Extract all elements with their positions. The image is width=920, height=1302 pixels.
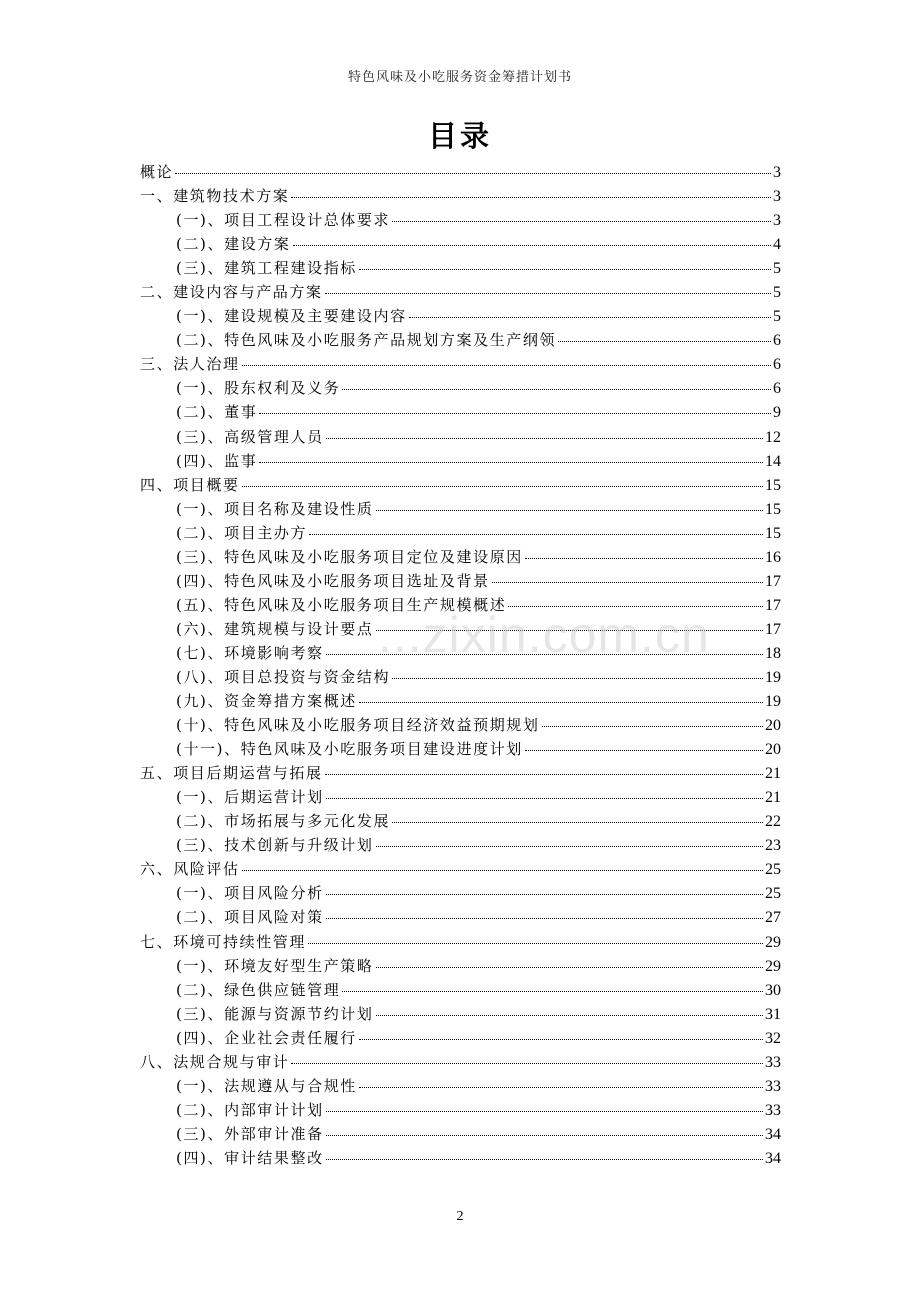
toc-entry-page: 22 <box>765 813 781 831</box>
toc-dot-leader <box>326 1134 763 1136</box>
toc-dot-leader <box>326 797 763 799</box>
toc-section-entry[interactable] <box>140 497 781 521</box>
toc-section-entry[interactable] <box>140 1026 781 1050</box>
toc-section-entry[interactable] <box>140 689 781 713</box>
toc-entry-page: 29 <box>765 933 781 951</box>
toc-dot-leader <box>326 1158 763 1160</box>
toc-dot-leader <box>359 1038 763 1040</box>
toc-chapter-entry[interactable] <box>140 160 781 184</box>
toc-entry-label: (十一)、特色风味及小吃服务项目建设进度计划 <box>176 740 523 759</box>
toc-dot-leader <box>325 292 771 294</box>
toc-entry-label: (二)、内部审计计划 <box>176 1100 324 1119</box>
toc-entry-label: (八)、项目总投资与资金结构 <box>176 667 391 686</box>
toc-entry-page: 33 <box>765 1101 781 1119</box>
toc-section-entry[interactable] <box>140 521 781 545</box>
toc-entry-label: (二)、市场拓展与多元化发展 <box>176 812 391 831</box>
toc-entry-page: 21 <box>765 789 781 807</box>
toc-entry-label: 一、建筑物技术方案 <box>140 187 290 206</box>
toc-dot-leader <box>558 340 771 342</box>
toc-entry-page: 5 <box>773 284 781 302</box>
toc-section-entry[interactable] <box>140 1098 781 1122</box>
toc-section-entry[interactable] <box>140 809 781 833</box>
toc-section-entry[interactable] <box>140 449 781 473</box>
toc-entry-label: (四)、企业社会责任履行 <box>176 1028 357 1047</box>
toc-entry-page: 20 <box>765 741 781 759</box>
toc-entry-label: 三、法人治理 <box>140 355 240 374</box>
toc-dot-leader <box>259 461 763 463</box>
toc-entry-page: 18 <box>765 644 781 662</box>
toc-section-entry[interactable] <box>140 569 781 593</box>
toc-entry-page: 4 <box>773 236 781 254</box>
toc-dot-leader <box>326 917 763 919</box>
toc-entry-label: (六)、建筑规模与设计要点 <box>176 619 374 638</box>
toc-entry-label: (四)、特色风味及小吃服务项目选址及背景 <box>176 571 490 590</box>
toc-section-entry[interactable] <box>140 785 781 809</box>
toc-entry-label: (二)、建设方案 <box>176 235 291 254</box>
toc-section-entry[interactable] <box>140 232 781 256</box>
toc-entry-label: (三)、外部审计准备 <box>176 1124 324 1143</box>
page-number: 2 <box>456 1209 464 1224</box>
toc-entry-page: 27 <box>765 909 781 927</box>
toc-section-entry[interactable] <box>140 376 781 400</box>
toc-entry-label: (五)、特色风味及小吃服务项目生产规模概述 <box>176 595 507 614</box>
toc-entry-label: (一)、股东权利及义务 <box>176 379 341 398</box>
toc-entry-label: (一)、后期运营计划 <box>176 788 324 807</box>
toc-entry-label: (二)、董事 <box>176 403 258 422</box>
toc-dot-leader <box>309 533 763 535</box>
toc-entry-page: 15 <box>765 524 781 542</box>
toc-section-entry[interactable] <box>140 328 781 352</box>
toc-entry-label: (七)、环境影响考察 <box>176 643 324 662</box>
toc-entry-label: (一)、法规遵从与合规性 <box>176 1076 357 1095</box>
toc-entry-page: 3 <box>773 188 781 206</box>
toc-entry-label: (三)、特色风味及小吃服务项目定位及建设原因 <box>176 547 523 566</box>
toc-entry-label: (三)、建筑工程建设指标 <box>176 259 357 278</box>
toc-entry-label: (四)、审计结果整改 <box>176 1148 324 1167</box>
toc-chapter-entry[interactable] <box>140 473 781 497</box>
toc-entry-label: 概论 <box>140 163 174 181</box>
toc-section-entry[interactable] <box>140 905 781 929</box>
toc-entry-label: (二)、项目风险对策 <box>176 908 324 927</box>
toc-entry-page: 33 <box>765 1053 781 1071</box>
toc-entry-page: 14 <box>765 452 781 470</box>
toc-dot-leader <box>359 268 771 270</box>
toc-entry-page: 34 <box>765 1125 781 1143</box>
toc-dot-leader <box>342 388 771 390</box>
toc-entry-label: (十)、特色风味及小吃服务项目经济效益预期规划 <box>176 716 540 735</box>
toc-section-entry[interactable] <box>140 304 781 328</box>
running-header: 特色风味及小吃服务资金筹措计划书 <box>347 70 572 85</box>
toc-title: 目录 <box>427 119 492 153</box>
toc-dot-leader <box>409 316 771 318</box>
toc-dot-leader <box>376 509 763 511</box>
watermark: ...zixin.com.cn <box>378 607 710 663</box>
toc-dot-leader <box>525 749 763 751</box>
toc-section-entry[interactable] <box>140 425 781 449</box>
toc-entry-label: 二、建设内容与产品方案 <box>140 283 323 302</box>
toc-entry-label: (二)、绿色供应链管理 <box>176 980 341 999</box>
toc-dot-leader <box>376 966 763 968</box>
toc-entry-label: (二)、项目主办方 <box>176 523 308 542</box>
toc-chapter-entry[interactable] <box>140 1050 781 1074</box>
toc-entry-label: 七、环境可持续性管理 <box>140 932 307 951</box>
toc-section-entry[interactable] <box>140 881 781 905</box>
toc-dot-leader <box>525 557 763 559</box>
toc-section-entry[interactable] <box>140 1146 781 1170</box>
toc-entry-page: 23 <box>765 837 781 855</box>
toc-dot-leader <box>293 244 771 246</box>
toc-dot-leader <box>242 485 763 487</box>
toc-entry-page: 21 <box>765 765 781 783</box>
toc-entry-page: 17 <box>765 620 781 638</box>
toc-entry-page: 17 <box>765 596 781 614</box>
toc-dot-leader <box>242 869 763 871</box>
toc-dot-leader <box>325 773 763 775</box>
toc-entry-label: 四、项目概要 <box>140 475 240 494</box>
toc-entry-page: 32 <box>765 1029 781 1047</box>
toc-dot-leader <box>542 725 763 727</box>
toc-entry-label: 五、项目后期运营与拓展 <box>140 764 323 783</box>
toc-dot-leader <box>291 196 771 198</box>
toc-dot-leader <box>175 172 771 174</box>
toc-entry-label: (一)、项目工程设计总体要求 <box>176 211 391 230</box>
toc-entry-label: (一)、项目名称及建设性质 <box>176 499 374 518</box>
toc-entry-page: 25 <box>765 885 781 903</box>
toc-chapter-entry[interactable] <box>140 184 781 208</box>
toc-dot-leader <box>259 412 771 414</box>
toc-entry-label: (四)、监事 <box>176 451 258 470</box>
toc-entry-page: 33 <box>765 1077 781 1095</box>
toc-entry-page: 30 <box>765 981 781 999</box>
toc-dot-leader <box>359 1086 763 1088</box>
toc-section-entry[interactable] <box>140 208 781 232</box>
toc-dot-leader <box>492 581 763 583</box>
toc-section-entry[interactable] <box>140 1002 781 1026</box>
toc-entry-page: 25 <box>765 861 781 879</box>
toc-section-entry[interactable] <box>140 954 781 978</box>
toc-section-entry[interactable] <box>140 833 781 857</box>
toc-dot-leader <box>326 437 763 439</box>
table-of-contents <box>140 160 781 1170</box>
toc-dot-leader <box>291 1062 763 1064</box>
toc-entry-label: 八、法规合规与审计 <box>140 1052 290 1071</box>
toc-entry-page: 6 <box>773 356 781 374</box>
toc-entry-label: 六、风险评估 <box>140 860 240 879</box>
toc-dot-leader <box>242 364 771 366</box>
toc-entry-label: (一)、项目风险分析 <box>176 884 324 903</box>
toc-entry-page: 5 <box>773 260 781 278</box>
toc-entry-page: 15 <box>765 476 781 494</box>
toc-dot-leader <box>326 893 763 895</box>
toc-chapter-entry[interactable] <box>140 930 781 954</box>
toc-entry-page: 17 <box>765 572 781 590</box>
toc-dot-leader <box>359 701 763 703</box>
toc-dot-leader <box>326 1110 763 1112</box>
toc-entry-page: 16 <box>765 548 781 566</box>
toc-chapter-entry[interactable] <box>140 352 781 376</box>
toc-dot-leader <box>376 845 763 847</box>
toc-entry-page: 20 <box>765 717 781 735</box>
toc-chapter-entry[interactable] <box>140 857 781 881</box>
toc-entry-label: (三)、技术创新与升级计划 <box>176 836 374 855</box>
toc-entry-page: 15 <box>765 500 781 518</box>
toc-dot-leader <box>392 821 763 823</box>
toc-dot-leader <box>392 220 771 222</box>
toc-entry-label: (二)、特色风味及小吃服务产品规划方案及生产纲领 <box>176 331 557 350</box>
toc-entry-page: 6 <box>773 332 781 350</box>
toc-dot-leader <box>308 942 763 944</box>
toc-entry-page: 6 <box>773 380 781 398</box>
toc-section-entry[interactable] <box>140 256 781 280</box>
toc-entry-label: (一)、环境友好型生产策略 <box>176 956 374 975</box>
toc-chapter-entry[interactable] <box>140 761 781 785</box>
toc-entry-label: (一)、建设规模及主要建设内容 <box>176 307 407 326</box>
toc-dot-leader <box>342 990 763 992</box>
toc-section-entry[interactable] <box>140 1122 781 1146</box>
toc-section-entry[interactable] <box>140 400 781 424</box>
toc-dot-leader <box>376 1014 763 1016</box>
toc-section-entry[interactable] <box>140 978 781 1002</box>
toc-section-entry[interactable] <box>140 737 781 761</box>
toc-section-entry[interactable] <box>140 1074 781 1098</box>
toc-entry-label: (三)、高级管理人员 <box>176 427 324 446</box>
toc-entry-label: (三)、能源与资源节约计划 <box>176 1004 374 1023</box>
toc-entry-page: 12 <box>765 428 781 446</box>
toc-entry-page: 19 <box>765 693 781 711</box>
toc-section-entry[interactable] <box>140 713 781 737</box>
toc-entry-label: (九)、资金筹措方案概述 <box>176 692 357 711</box>
toc-entry-page: 34 <box>765 1149 781 1167</box>
toc-entry-page: 29 <box>765 957 781 975</box>
toc-section-entry[interactable] <box>140 545 781 569</box>
toc-entry-page: 31 <box>765 1005 781 1023</box>
toc-entry-page: 3 <box>773 212 781 230</box>
toc-entry-page: 19 <box>765 668 781 686</box>
toc-entry-page: 3 <box>773 164 781 181</box>
toc-dot-leader <box>392 677 763 679</box>
toc-entry-page: 5 <box>773 308 781 326</box>
toc-chapter-entry[interactable] <box>140 280 781 304</box>
toc-entry-page: 9 <box>773 404 781 422</box>
toc-section-entry[interactable] <box>140 665 781 689</box>
